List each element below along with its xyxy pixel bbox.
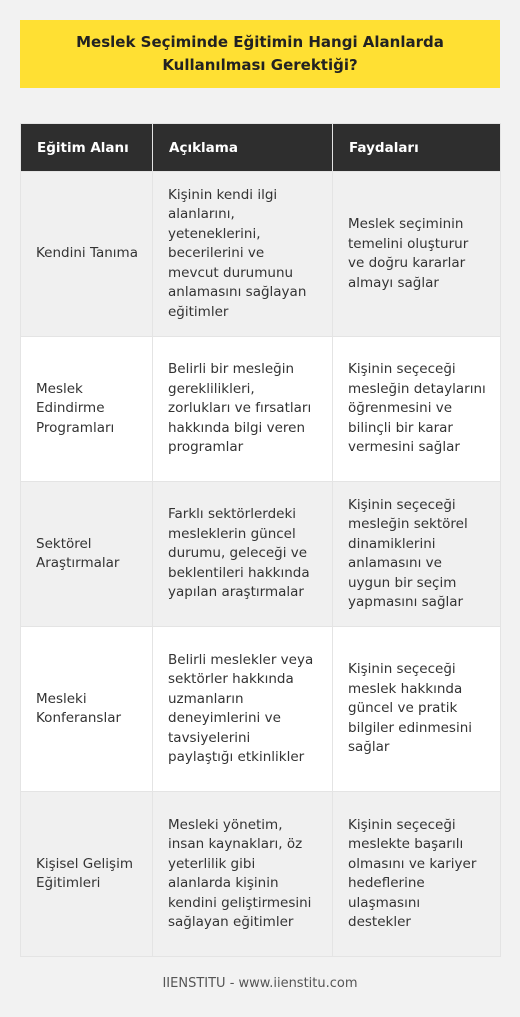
cell-area: Kendini Tanıma xyxy=(21,172,153,337)
table-header-row xyxy=(21,124,501,172)
title-banner xyxy=(20,20,500,88)
page-title: Meslek Seçiminde Eğitimin Hangi Alanlarda Kullanılması Gerektiği? xyxy=(76,33,444,74)
cell-area: Sektörel Araştırmalar xyxy=(21,482,153,627)
cell-description: Farklı sektörlerdeki mesleklerin güncel durumu, geleceği ve beklentileri hakkında yapılan araştırmalar xyxy=(153,482,333,627)
footer-credit: IIENSTITU - www.iienstitu.com xyxy=(162,976,358,991)
cell-area: Mesleki Konferanslar xyxy=(21,627,153,792)
table-row xyxy=(21,482,501,627)
cell-area: Meslek Edindirme Programları xyxy=(21,337,153,482)
cell-description: Belirli meslekler veya sektörler hakkında uzmanların deneyimlerini ve tavsiyelerini paylaştığı etkinlikler xyxy=(153,627,333,792)
header-benefits: Faydaları xyxy=(333,124,501,172)
header-education-area: Eğitim Alanı xyxy=(21,124,153,172)
cell-description: Belirli bir mesleğin gereklilikleri, zorlukları ve fırsatları hakkında bilgi veren programlar xyxy=(153,337,333,482)
table-row xyxy=(21,627,501,792)
table-row xyxy=(21,792,501,957)
cell-benefits: Kişinin seçeceği meslekte başarılı olmasını ve kariyer hedeflerine ulaşmasını destekler xyxy=(333,792,501,957)
cell-area: Kişisel Gelişim Eğitimleri xyxy=(21,792,153,957)
cell-benefits: Meslek seçiminin temelini oluşturur ve doğru kararlar almayı sağlar xyxy=(333,172,501,337)
education-table xyxy=(20,123,501,957)
cell-description: Kişinin kendi ilgi alanlarını, yeteneklerini, becerilerini ve mevcut durumunu anlamasını sağlayan eğitimler xyxy=(153,172,333,337)
table-row xyxy=(21,337,501,482)
cell-benefits: Kişinin seçeceği meslek hakkında güncel ve pratik bilgiler edinmesini sağlar xyxy=(333,627,501,792)
cell-benefits: Kişinin seçeceği mesleğin sektörel dinamiklerini anlamasını ve uygun bir seçim yapmasını sağlar xyxy=(333,482,501,627)
cell-benefits: Kişinin seçeceği mesleğin detaylarını öğrenmesini ve bilinçli bir karar vermesini sağlar xyxy=(333,337,501,482)
header-description: Açıklama xyxy=(153,124,333,172)
cell-description: Mesleki yönetim, insan kaynakları, öz yeterlilik gibi alanlarda kişinin kendini geliştirmesini sağlayan eğitimler xyxy=(153,792,333,957)
table-row xyxy=(21,172,501,337)
